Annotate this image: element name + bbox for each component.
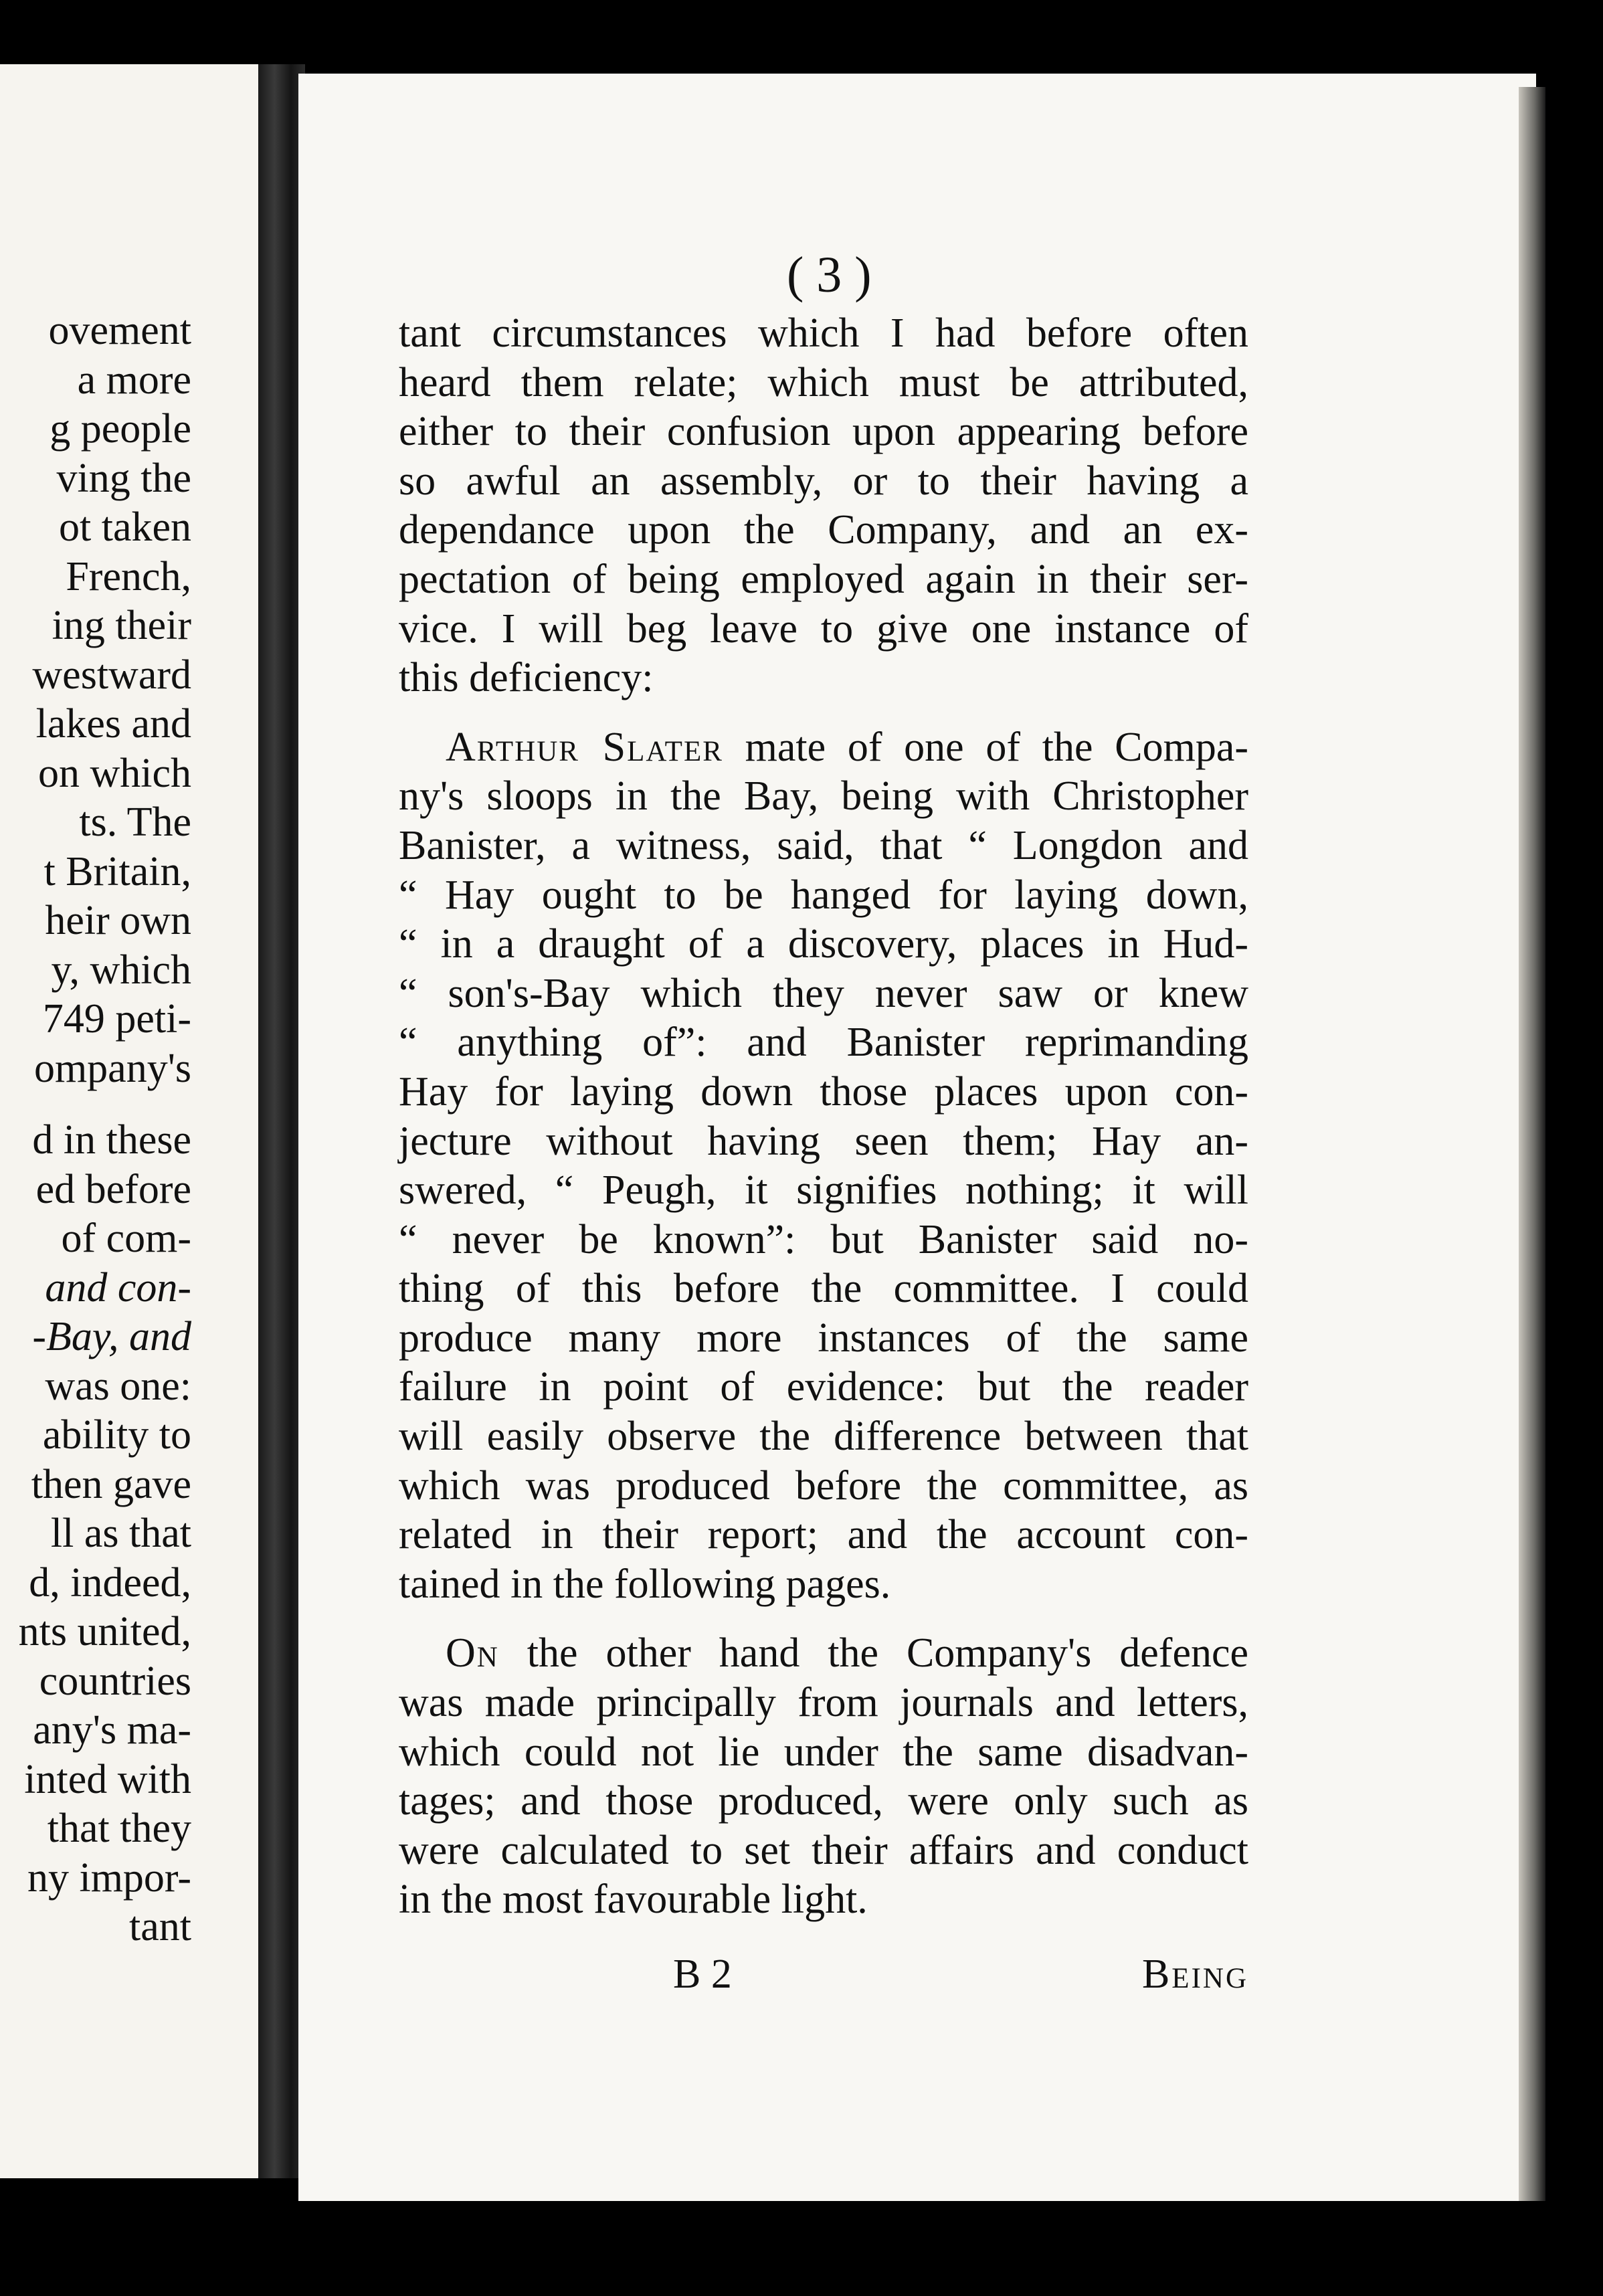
text-line: “ in a draught of a discovery, places in Hud- (399, 921, 1248, 967)
text-line-content: mate of one of the Compa- (745, 724, 1248, 770)
previous-page-line: t Britain, (43, 848, 191, 894)
previous-page-line: that they (47, 1806, 191, 1851)
text-line: which was produced before the committee, as (399, 1462, 1248, 1509)
previous-page-line: ing their (52, 603, 191, 648)
current-page (298, 74, 1536, 2201)
text-line: ny's sloops in the Bay, being with Christopher (399, 773, 1248, 820)
previous-page-line: heir own (45, 898, 191, 943)
previous-page-line: ability to (42, 1412, 191, 1458)
previous-page-line: -Bay, and (32, 1314, 191, 1359)
text-line: will easily observe the difference between that (399, 1414, 1248, 1460)
previous-page-line (19, 1093, 191, 1116)
page-footer (399, 1951, 1248, 2004)
text-line: this deficiency: (399, 655, 654, 701)
previous-page-line: a more (77, 357, 191, 403)
text-line: swered, “ Peugh, it signifies nothing; it will (399, 1167, 1248, 1214)
previous-page-line: tant (129, 1904, 191, 1949)
previous-page-line: nts united, (18, 1609, 191, 1654)
previous-page-line: and con- (45, 1264, 191, 1311)
previous-page-line: ot taken (59, 504, 191, 550)
text-line: tant circumstances which I had before often (399, 310, 1248, 356)
text-line: vice. I will beg leave to give one instance of (399, 605, 1248, 652)
text-line: pectation of being employed again in their ser- (399, 556, 1248, 602)
text-line: jecture without having seen them; Hay an- (399, 1118, 1248, 1164)
text-line: dependance upon the Company, and an ex- (399, 507, 1248, 553)
paragraph-lead-smallcaps: Arthur Slater (446, 724, 723, 770)
text-line: were calculated to set their affairs and conduct (399, 1827, 1248, 1873)
text-line: “ anything of”: and Banister reprimanding (399, 1020, 1248, 1066)
text-line: either to their confusion upon appearing before (399, 409, 1248, 455)
text-line: “ Hay ought to be hanged for laying down, (399, 872, 1248, 918)
text-line: “ never be known”: but Banister said no- (399, 1216, 1248, 1262)
text-line: was made principally from journals and letters, (399, 1680, 1248, 1726)
previous-page-line: g people (50, 406, 191, 452)
previous-page-line: 749 peti- (42, 996, 191, 1042)
previous-page-line: ving the (56, 455, 191, 501)
previous-page-line: ts. The (79, 799, 191, 845)
catchword: Being (1141, 1951, 1248, 1997)
text-line: failure in point of evidence: but the reader (399, 1364, 1248, 1410)
previous-page-line: was one: (45, 1363, 191, 1409)
text-line: in the most favourable light. (399, 1877, 868, 1923)
previous-page-line: any's ma- (33, 1707, 191, 1753)
text-line-content: the other hand the Company's defence (527, 1630, 1249, 1677)
previous-page-line: inted with (24, 1756, 191, 1802)
text-line: Hay for laying down those places upon con- (399, 1068, 1248, 1115)
signature-mark: B 2 (673, 1951, 732, 1997)
previous-page-line: ed before (35, 1166, 191, 1212)
previous-page-line: French, (66, 553, 191, 599)
previous-page-line: y, which (51, 947, 191, 993)
previous-page-line: ny impor- (27, 1854, 191, 1901)
page-number: ( 3 ) (787, 247, 872, 303)
previous-page-line: of com- (61, 1216, 191, 1261)
previous-page-line: ompany's (33, 1045, 191, 1091)
text-line: so awful an assembly, or to their having a (399, 458, 1248, 504)
previous-page-line: d, indeed, (29, 1559, 191, 1606)
text-line: thing of this before the committee. I could (399, 1266, 1248, 1312)
text-line (399, 1629, 1248, 1679)
text-line: “ son's-Bay which they never saw or knew (399, 970, 1248, 1016)
text-line: tages; and those produced, were only such as (399, 1778, 1248, 1824)
previous-page-line: ll as that (50, 1511, 191, 1556)
previous-page-line: then gave (31, 1461, 191, 1507)
paragraph-gap (399, 1609, 1248, 1629)
previous-page-line: on which (37, 750, 191, 796)
text-line (399, 723, 1248, 773)
previous-page-line: ovement (48, 308, 191, 353)
text-line: produce many more instances of the same (399, 1315, 1248, 1361)
paragraph-gap (399, 703, 1248, 723)
previous-page-text (19, 306, 191, 1952)
text-line: related in their report; and the account con- (399, 1512, 1248, 1558)
paragraph-lead-smallcaps: On (446, 1630, 499, 1677)
previous-page-line: d in these (32, 1117, 191, 1163)
text-line: Banister, a witness, said, that “ Longdon and (399, 822, 1248, 868)
text-line: which could not lie under the same disadvan- (399, 1729, 1248, 1775)
previous-page-line: lakes and (35, 701, 191, 747)
previous-page-fragment (0, 64, 265, 2178)
body-text (399, 309, 1248, 1925)
previous-page-line: countries (39, 1658, 191, 1704)
text-line: heard them relate; which must be attributed, (399, 359, 1248, 405)
text-line: tained in the following pages. (399, 1561, 891, 1607)
previous-page-line: westward (32, 652, 191, 698)
page-edge-shadow (1519, 87, 1545, 2201)
